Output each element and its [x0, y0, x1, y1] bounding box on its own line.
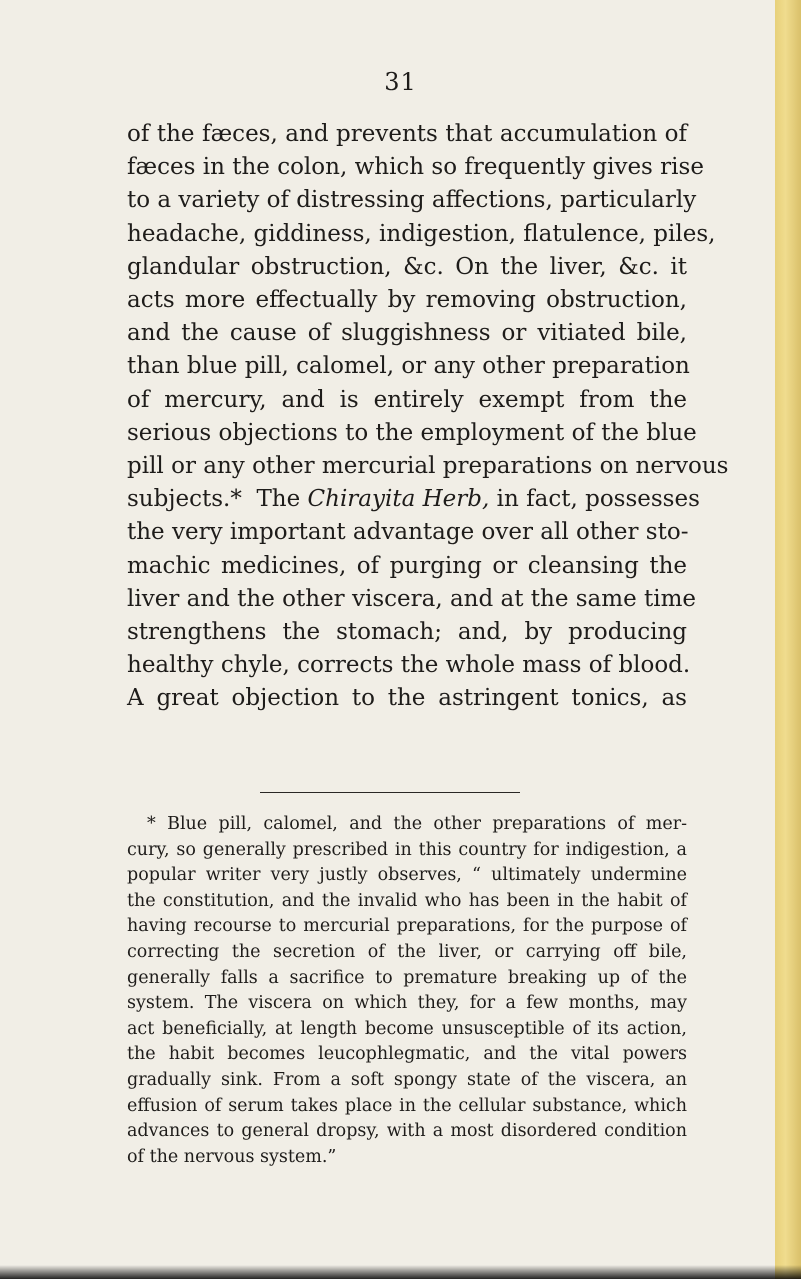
footnote-line: act beneficially, at length become unsusceptible of its action, — [127, 1018, 687, 1039]
footnote-line: generally falls a sacrifice to premature breaking up of the — [127, 967, 687, 988]
body-line: headache, giddiness, indigestion, flatulence, piles, — [127, 220, 716, 247]
body-line: acts more effectually by removing obstruction, — [127, 287, 687, 314]
page-edge-strip — [775, 0, 801, 1279]
body-line: of mercury, and is entirely exempt from the — [127, 386, 687, 413]
body-line: pill or any other mercurial preparations on nervous — [127, 453, 729, 480]
footnote-line: advances to general dropsy, with a most disordered condition — [127, 1121, 687, 1142]
body-line: of the fæces, and prevents that accumulation of — [127, 121, 687, 147]
body-line: and the cause of sluggishness or vitiated bile, — [127, 320, 687, 347]
body-line: fæces in the colon, which so frequently gives rise — [127, 154, 704, 181]
bottom-edge-shadow — [0, 1265, 801, 1279]
footnote-line: the habit becomes leucophlegmatic, and the vital powers — [127, 1044, 687, 1065]
body-line-after-italic: in fact, possesses — [489, 486, 700, 513]
footnote-line: the constitution, and the invalid who has been in the habit of — [127, 890, 687, 911]
body-line: A great objection to the astringent tonics, as — [127, 685, 687, 712]
footnote — [127, 812, 687, 1170]
body-line: healthy chyle, corrects the whole mass of blood. — [127, 652, 691, 679]
body-line: liver and the other viscera, and at the same time — [127, 585, 697, 612]
body-line: than blue pill, calomel, or any other preparation — [127, 353, 690, 380]
page-number: 31 — [384, 68, 417, 96]
body-text — [127, 118, 729, 716]
body-line: to a variety of distressing affections, particularly — [127, 187, 697, 214]
body-line: serious objections to the employment of the blue — [127, 419, 697, 446]
body-line: machic medicines, of purging or cleansing the — [127, 552, 687, 579]
body-line-start: subjects.* — [127, 486, 242, 513]
footnote-line: having recourse to mercurial preparations, for the purpose of — [127, 916, 687, 937]
footnote-line: of the nervous system.” — [127, 1146, 337, 1167]
chirayita-herb-italic: Chirayita Herb, — [307, 486, 490, 513]
footnote-line: cury, so generally prescribed in this country for indigestion, a — [127, 839, 687, 860]
footnote-line: system. The viscera on which they, for a few months, may — [127, 993, 687, 1014]
footnote-line: * Blue pill, calomel, and the other preparations of mer- — [147, 814, 687, 834]
body-line: the very important advantage over all other sto- — [127, 519, 689, 546]
body-line-before-italic: The — [256, 486, 308, 513]
footnote-line: correcting the secretion of the liver, or carrying off bile, — [127, 941, 687, 962]
footnote-line: gradually sink. From a soft spongy state of the viscera, an — [127, 1069, 687, 1090]
body-line-with-italic — [127, 483, 700, 516]
body-line: glandular obstruction, &c. On the liver, &c. it — [127, 253, 687, 280]
footnote-line: effusion of serum takes place in the cellular substance, which — [127, 1095, 687, 1116]
footnote-line: popular writer very justly observes, “ ultimately undermine — [127, 865, 687, 886]
footnote-divider — [260, 792, 520, 793]
body-line: strengthens the stomach; and, by producing — [127, 619, 687, 646]
